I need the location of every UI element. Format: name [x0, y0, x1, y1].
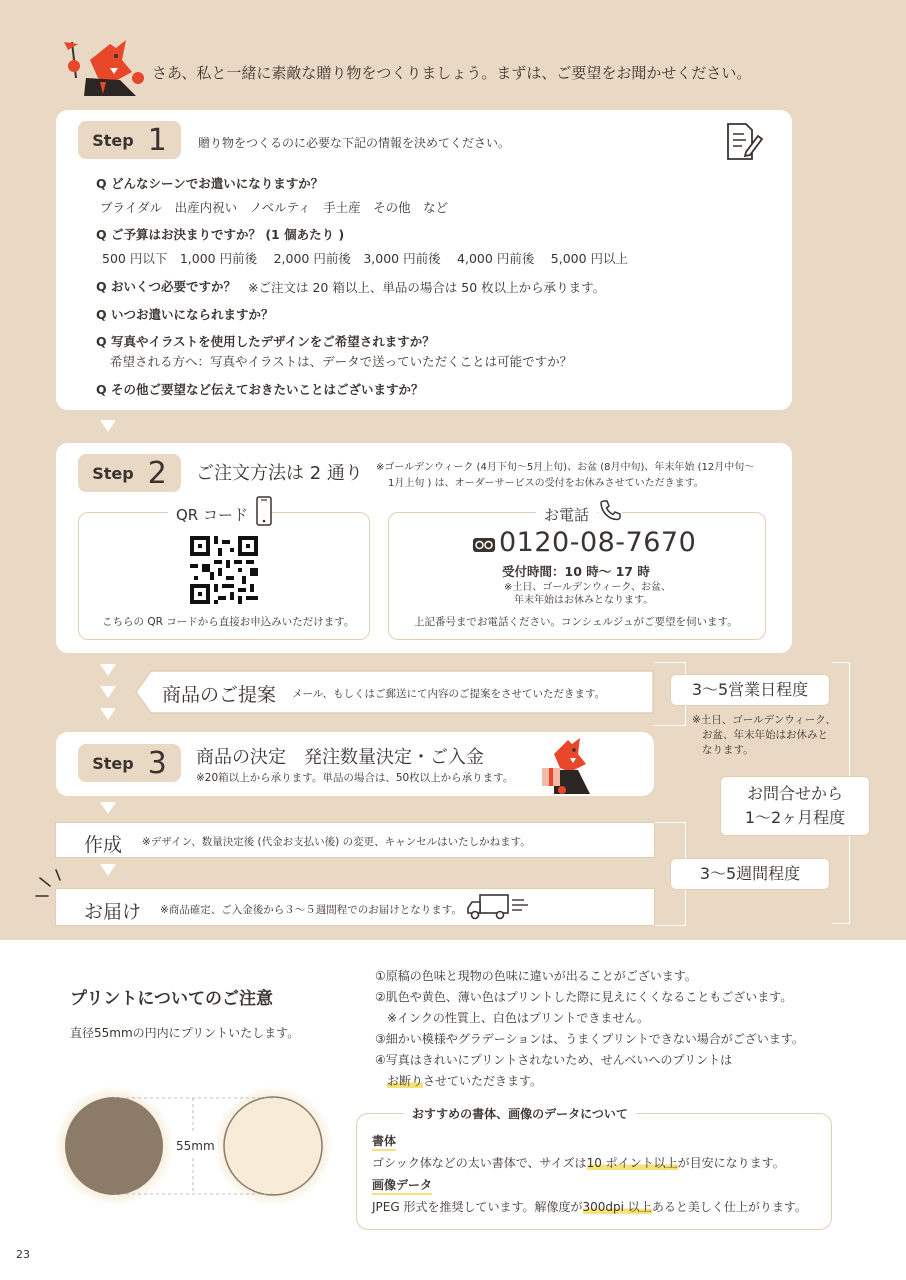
qr-code-icon[interactable] [190, 536, 258, 604]
answer-design: 希望される方へ：写真やイラストは、データで送っていただくことは可能ですか？ [110, 354, 573, 369]
image-text [372, 1198, 807, 1215]
font-text-post: が目安になります。 [677, 1156, 785, 1170]
print-title: プリントについてのご注意 [70, 989, 273, 1009]
print-subtitle: 直径55mmの円内にプリントいたします。 [70, 1026, 300, 1040]
proposal-label: 商品のご提案 [162, 684, 277, 706]
document-pencil-icon [724, 122, 764, 162]
bracket-top [654, 662, 686, 726]
phone-hours: 受付時間：10 時～ 17 時 [502, 564, 650, 579]
print-note-4: ③細かい模様やグラデーションは、うまくプリントできない場合がございます。 [375, 1032, 804, 1046]
phone-caption: 上記番号までお電話ください。コンシェルジュがご要望を伺います。 [414, 616, 738, 628]
duration-weeks: 3～5週間程度 [670, 858, 830, 890]
step1-badge [78, 121, 181, 159]
question-budget: Q ご予算はお決まりですか？ (1 個あたり ) [96, 227, 345, 242]
create-note: ※デザイン、数量決定後 (代金お支払い後) の変更、キャンセルはいたしかねます。 [142, 836, 531, 848]
arrow-down-2b [100, 686, 116, 698]
print-note-1: ①原稿の色味と現物の色味に違いが出ることがございます。 [375, 969, 697, 983]
phone-number[interactable]: 0120-08-7670 [499, 527, 697, 558]
mascot-gift-icon [540, 738, 594, 796]
create-label: 作成 [84, 834, 123, 856]
phone-holiday-1: ※土日、ゴールデンウィーク、お盆、 [504, 582, 671, 593]
arrow-down-1 [100, 420, 116, 432]
image-text-post: あると美しく仕上がります。 [651, 1200, 807, 1214]
phone-holiday-2: 年末年始はお休みとなります。 [514, 595, 654, 606]
arrow-down-3 [100, 802, 116, 814]
total-duration-line1: お問合せから [746, 784, 843, 803]
step-word: Step [92, 753, 134, 773]
arrow-down-4 [100, 864, 116, 876]
print-note-6 [387, 1072, 542, 1089]
proposal-note: メール、もしくはご郵送にて内容のご提案をさせていただきます。 [292, 688, 606, 700]
qr-title: QR コード [168, 504, 256, 525]
duration-note-3: なります。 [702, 744, 754, 756]
size-label: 55mm [176, 1139, 215, 1153]
step3-badge [78, 744, 181, 782]
font-text [372, 1154, 785, 1171]
duration-note-2: お盆、年末年始はお休みと [702, 729, 828, 741]
step2-note-2: 1月上旬 ) は、オーダーサービスの受付をお休みさせていただきます。 [388, 478, 704, 489]
quantity-note: ※ご注文は 20 箱以上、単品の場合は 50 枚以上から承ります。 [248, 280, 606, 295]
phone-title: お電話 [536, 504, 597, 525]
step2-badge [78, 454, 181, 492]
step1-title: 贈り物をつくるのに必要な下記の情報を決めてください。 [198, 136, 511, 150]
question-quantity: Q おいくつ必要ですか？ [96, 279, 236, 294]
question-when: Q いつお遣いになられますか？ [96, 307, 274, 322]
image-text-pre: JPEG 形式を推奨しています。解像度が [372, 1200, 583, 1214]
step3-note: ※20箱以上から承ります。単品の場合は、50枚以上から承ります。 [196, 772, 514, 784]
duration-business-days: 3～5営業日程度 [670, 674, 830, 706]
recommend-title: おすすめの書体、画像のデータについて [404, 1105, 636, 1122]
font-heading: 書体 [372, 1132, 396, 1151]
print-note-5: ④写真はきれいにプリントされないため、せんべいへのプリントは [375, 1053, 733, 1067]
arrow-down-2c [100, 708, 116, 720]
highlight-resolution: 300dpi 以上 [582, 1200, 652, 1214]
delivery-label: お届け [84, 901, 142, 923]
step2-note-1: ※ゴールデンウィーク (4月下旬～5月上旬)、お盆 (8月中旬)、年末年始 (12月中旬～ [376, 462, 755, 473]
step2-title: ご注文方法は 2 通り [196, 463, 363, 484]
step-number: 2 [147, 455, 167, 491]
step-number: 1 [147, 122, 167, 158]
question-design: Q 写真やイラストを使用したデザインをご希望されますか？ [96, 334, 435, 349]
qr-caption: こちらの QR コードから直接お申込みいただけます。 [102, 616, 355, 628]
smartphone-icon [256, 496, 272, 526]
senbei-light [224, 1097, 322, 1195]
step-number: 3 [147, 745, 167, 781]
highlight-font-size: 10 ポイント以上 [586, 1156, 678, 1170]
print-note-6-rest: させていただきます。 [423, 1074, 543, 1088]
total-duration [720, 776, 870, 836]
senbei-dark [65, 1097, 163, 1195]
highlight-decline: お断り [387, 1074, 424, 1088]
image-heading: 画像データ [372, 1176, 432, 1195]
free-dial-icon [473, 538, 495, 552]
step-word: Step [92, 130, 134, 150]
page-number: 23 [16, 1248, 30, 1261]
delivery-note: ※商品確定、ご入金後から３～５週間程でのお届けとなります。 [160, 904, 462, 916]
delivery-truck-icon [466, 892, 530, 922]
step-word: Step [92, 463, 134, 483]
answer-scene: ブライダル 出産内祝い ノベルティ 手土産 その他 など [100, 200, 449, 215]
phone-icon [598, 498, 622, 522]
print-note-3: ※インクの性質上、白色はプリントできません。 [375, 1011, 650, 1025]
total-duration-line2: 1～2ヶ月程度 [744, 808, 846, 827]
mascot-flag-icon [60, 38, 150, 98]
question-scene: Q どんなシーンでお遣いになりますか？ [96, 176, 324, 191]
duration-note-1: ※土日、ゴールデンウィーク、 [692, 714, 836, 726]
answer-budget: 500 円以下 1,000 円前後 2,000 円前後 3,000 円前後 4,000 円前後 5,000 円以上 [102, 251, 629, 266]
intro-text: さあ、私と一緒に素敵な贈り物をつくりましょう。まずは、ご要望をお聞かせください。 [152, 64, 752, 82]
question-other: Q その他ご要望など伝えておきたいことはございますか？ [96, 382, 424, 397]
step3-title: 商品の決定 発注数量決定・ご入金 [196, 747, 484, 768]
print-note-2: ②肌色や黄色、薄い色はプリントした際に見えにくくなることもございます。 [375, 990, 793, 1004]
font-text-pre: ゴシック体などの太い書体で、サイズは [372, 1156, 587, 1170]
intro-row [60, 38, 900, 98]
arrow-down-2a [100, 664, 116, 676]
